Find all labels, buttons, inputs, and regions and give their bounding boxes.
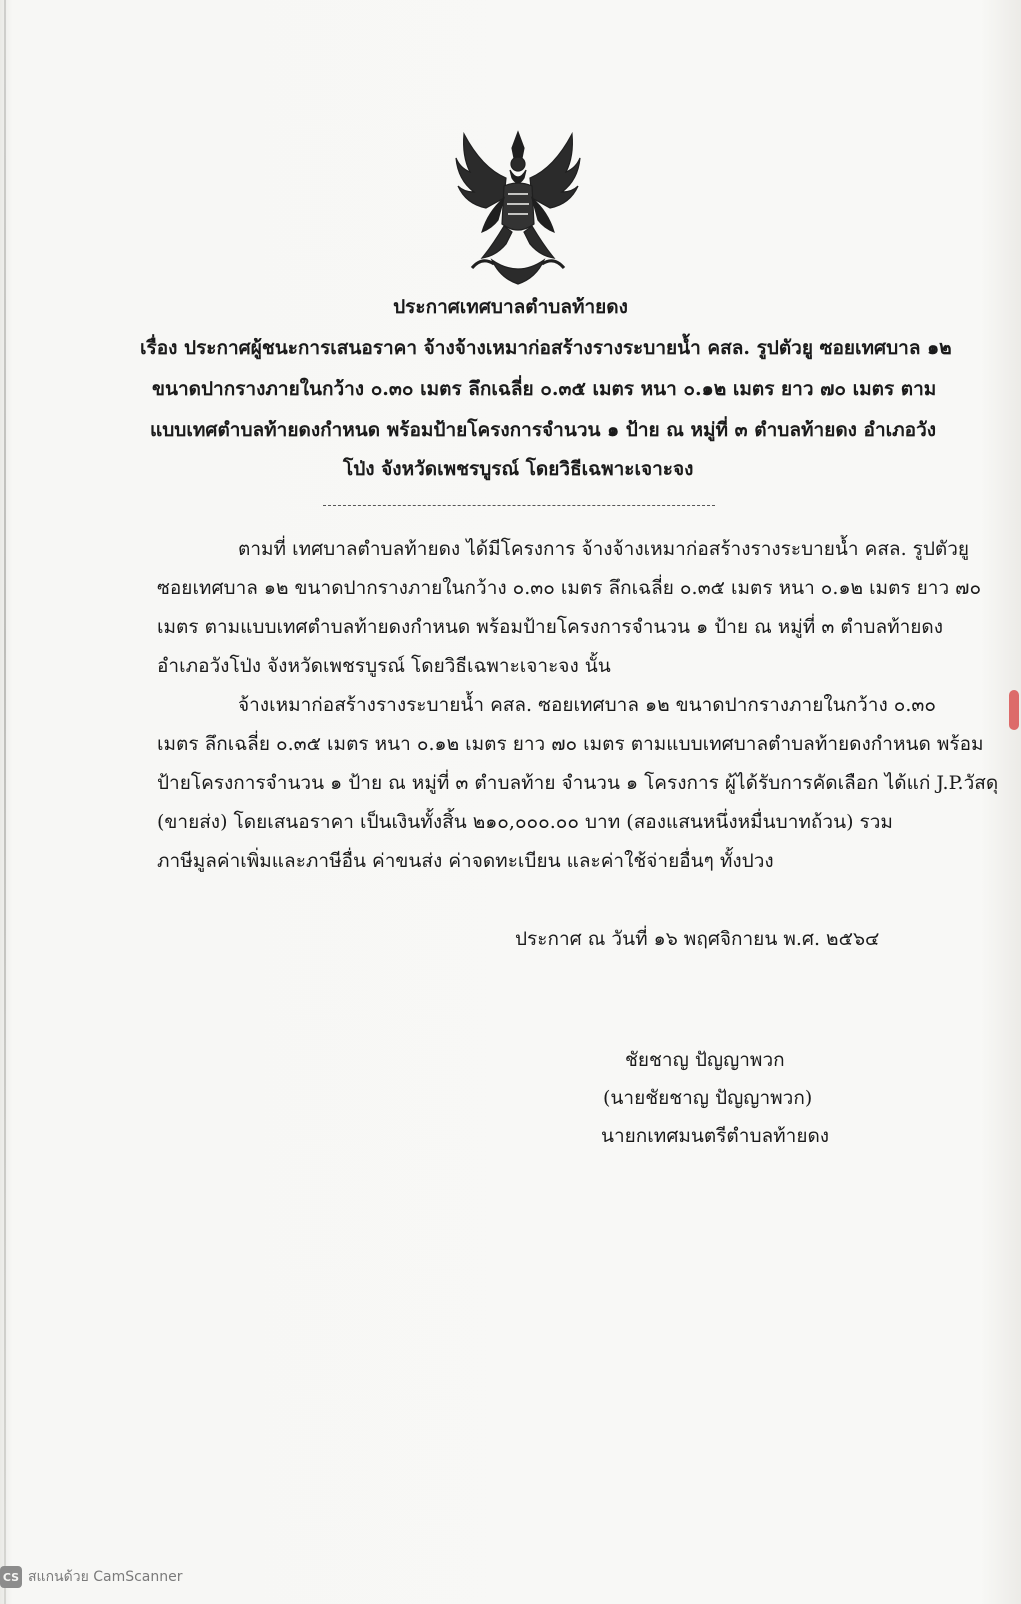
- camscanner-label: สแกนด้วย CamScanner: [28, 1569, 183, 1585]
- announcement-title: ประกาศเทศบาลตำบลท้ายดง: [393, 296, 628, 318]
- announcement-date: ประกาศ ณ วันที่ ๑๖ พฤศจิกายน พ.ศ. ๒๕๖๔: [515, 928, 880, 950]
- signer-position: นายกเทศมนตรีตำบลท้ายดง: [601, 1125, 830, 1147]
- paragraph1-line-3: เมตร ตามแบบเทศตำบลท้ายดงกำหนด พร้อมป้ายโครงการจำนวน ๑ ป้าย ณ หมู่ที่ ๓ ตำบลท้ายดง: [157, 616, 944, 638]
- printed-name: (นายชัยชาญ ปัญญาพวก): [603, 1087, 813, 1109]
- paragraph1-line-2: ซอยเทศบาล ๑๒ ขนาดปากรางภายในกว้าง ๐.๓๐ เมตร ลึกเฉลี่ย ๐.๓๕ เมตร หนา ๐.๑๒ เมตร ยาว ๗๐: [157, 577, 982, 599]
- paragraph2-line-3: ป้ายโครงการจำนวน ๑ ป้าย ณ หมู่ที่ ๓ ตำบลท้าย จำนวน ๑ โครงการ ผู้ได้รับการคัดเลือก ได้แก่ J.P.วัสดุ: [157, 772, 999, 794]
- paragraph1-line-4: อำเภอวังโป่ง จังหวัดเพชรบูรณ์ โดยวิธีเฉพาะเจาะจง นั้น: [157, 655, 611, 677]
- paragraph2-line-4: (ขายส่ง) โดยเสนอราคา เป็นเงินทั้งสิ้น ๒๑๐,๐๐๐.๐๐ บาท (สองแสนหนึ่งหมื่นบาทถ้วน) รวม: [157, 811, 893, 833]
- subject-line-4: โป่ง จังหวัดเพชรบูรณ์ โดยวิธีเฉพาะเจาะจง: [343, 458, 694, 480]
- divider-line: [323, 505, 715, 506]
- paragraph2-line-1: จ้างเหมาก่อสร้างรางระบายน้ำ คสล. ซอยเทศบาล ๑๒ ขนาดปากรางภายในกว้าง ๐.๓๐: [238, 694, 936, 716]
- subject-line-1: เรื่อง ประกาศผู้ชนะการเสนอราคา จ้างจ้างเหมาก่อสร้างรางระบายน้ำ คสล. รูปตัวยู ซอยเทศบาล ๑๒: [140, 337, 952, 359]
- paragraph2-line-5: ภาษีมูลค่าเพิ่มและภาษีอื่น ค่าขนส่ง ค่าจดทะเบียน และค่าใช้จ่ายอื่นๆ ทั้งปวง: [157, 850, 774, 872]
- signed-name: ชัยชาญ ปัญญาพวก: [625, 1049, 785, 1071]
- subject-line-2: ขนาดปากรางภายในกว้าง ๐.๓๐ เมตร ลึกเฉลี่ย ๐.๓๕ เมตร หนา ๐.๑๒ เมตร ยาว ๗๐ เมตร ตาม: [152, 378, 937, 400]
- camscanner-footer: [0, 1566, 183, 1588]
- paragraph2-line-2: เมตร ลึกเฉลี่ย ๐.๓๕ เมตร หนา ๐.๑๒ เมตร ยาว ๗๐ เมตร ตามแบบเทศบาลตำบลท้ายดงกำหนด พร้อม: [157, 733, 984, 755]
- scan-edge: [4, 0, 6, 1604]
- paragraph1-line-1: ตามที่ เทศบาลตำบลท้ายดง ได้มีโครงการ จ้างจ้างเหมาก่อสร้างรางระบายน้ำ คสล. รูปตัวยู: [238, 538, 970, 560]
- red-tab-mark: [1009, 690, 1019, 730]
- subject-line-3: แบบเทศตำบลท้ายดงกำหนด พร้อมป้ายโครงการจำนวน ๑ ป้าย ณ หมู่ที่ ๓ ตำบลท้ายดง อำเภอวัง: [150, 419, 937, 441]
- garuda-emblem-icon: [452, 128, 584, 286]
- camscanner-logo-icon: CS: [0, 1566, 22, 1588]
